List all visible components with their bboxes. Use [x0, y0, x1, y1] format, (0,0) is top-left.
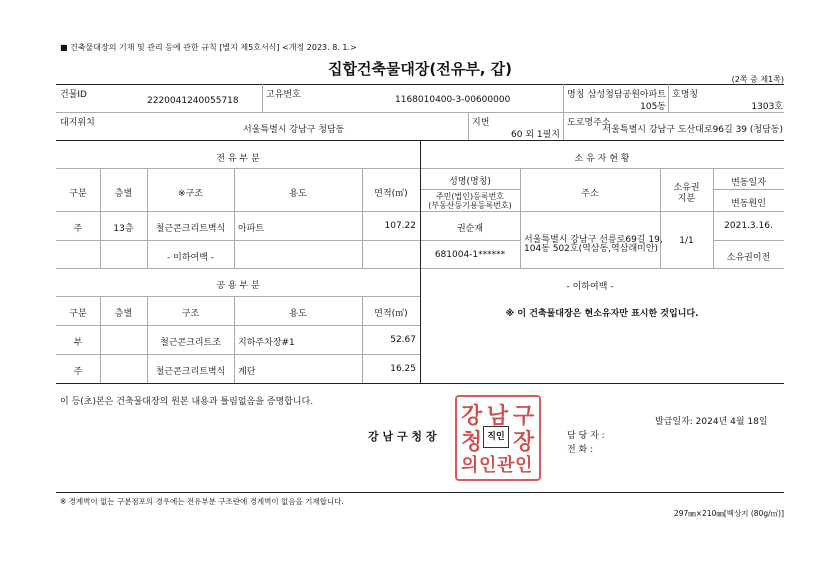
- ho-value: 1303호: [751, 102, 783, 112]
- ho-label: 호명칭: [672, 90, 699, 100]
- common-header-use: 용도: [289, 309, 307, 319]
- site-value: 서울특별시 강남구 청담동: [243, 125, 345, 135]
- building-id: 2220041240055718: [147, 96, 239, 106]
- certify-text: 이 등(초)본은 건축물대장의 원본 내용과 틀림없음을 증명합니다.: [60, 397, 314, 407]
- name-label: 명칭: [567, 90, 585, 100]
- unique-no-label: 고유번호: [266, 90, 301, 100]
- owner-regno: 681004-1******: [434, 250, 506, 260]
- building-id-label: 건물ID: [60, 90, 87, 100]
- lot-label: 지번: [472, 118, 490, 128]
- regulation-text: ■ 건축물대장의 기재 및 관리 등에 관한 규칙 [별지 제5호서식] <개정 2023. 8. 1.>: [60, 43, 357, 52]
- road-label: 도로명주소: [567, 118, 611, 128]
- official-seal-icon: 강 남 구 청 장 의 인 관 인: [455, 395, 541, 481]
- owner-header-regno-sub: (부동산등기용등록번호): [428, 201, 512, 210]
- unique-no: 1168010400-3-00600000: [395, 95, 511, 105]
- paper-spec: 297㎜×210㎜[백상지 (80g/㎡)]: [673, 509, 784, 518]
- document-title: 집합건축물대장(전유부, 갑): [327, 60, 513, 78]
- owner-end-text: - 이하여백 -: [566, 282, 614, 292]
- common-row-type: 주: [73, 367, 83, 377]
- road-value: 서울특별시 강남구 도산대로96길 39 (청담동): [602, 125, 783, 135]
- owner-share: 1/1: [679, 236, 694, 246]
- page-indicator: (2쪽 중 제1쪽): [731, 75, 784, 84]
- issuing-office: 강 남 구 청 장: [368, 430, 437, 443]
- owner-section-title: 소 유 자 현 황: [574, 154, 630, 164]
- common-header-area: 면적(㎡): [374, 309, 408, 319]
- clerk-label: 담 당 자 :: [567, 431, 605, 441]
- common-row-structure: 철근콘크리트벽식: [155, 367, 226, 377]
- owner-name: 권순재: [456, 224, 484, 234]
- exclusive-row-type: 주: [73, 224, 83, 234]
- owner-header-address: 주소: [581, 189, 599, 199]
- owner-header-share-sub: 지분: [677, 194, 696, 204]
- owner-change-reason: 소유권이전: [726, 253, 771, 263]
- common-header-structure: 구조: [181, 309, 200, 319]
- owner-change-date: 2021.3.16.: [724, 221, 773, 231]
- common-row-structure: 철근콘크리트조: [160, 338, 221, 348]
- exclusive-end-text: - 이하여백 -: [167, 253, 214, 263]
- exclusive-header-structure: ※구조: [178, 189, 203, 199]
- common-row-use: 계단: [238, 367, 256, 377]
- owner-address-line1: 서울특별시 강남구 선릉로69길 19,: [524, 235, 663, 245]
- owner-header-change-date: 변동일자: [731, 178, 766, 188]
- issue-date: 발급일자: 2024년 4월 18일: [655, 417, 768, 427]
- exclusive-header-use: 용도: [289, 189, 307, 199]
- exclusive-header-floor: 층별: [114, 189, 133, 199]
- owner-notice: ※ 이 건축물대장은 현소유자만 표시한 것입니다.: [505, 309, 699, 319]
- exclusive-header-area: 면적(㎡): [374, 189, 408, 199]
- common-row-area: 52.67: [390, 335, 416, 345]
- common-section-title: 공 용 부 분: [216, 281, 260, 291]
- exclusive-row-floor: 13층: [113, 224, 134, 234]
- common-row-use: 지하주차장#1: [238, 338, 295, 348]
- exclusive-row-area: 107.22: [384, 221, 416, 231]
- owner-header-name: 성명(명칭): [449, 177, 491, 187]
- building-name: 삼성청담공원아파트: [587, 90, 666, 100]
- exclusive-row-structure: 철근콘크리트벽식: [155, 224, 226, 234]
- common-header-type: 구분: [69, 309, 87, 319]
- lot-value: 60 외 1필지: [511, 130, 560, 140]
- common-row-type: 부: [73, 338, 83, 348]
- common-row-area: 16.25: [390, 364, 416, 374]
- owner-header-regno: 주민(법인)등록번호: [435, 192, 505, 201]
- seal-box: 직인: [483, 426, 509, 448]
- bottom-note: ※ 경계벽이 없는 구분점포의 경우에는 전유부분 구조란에 경계벽이 없음을 기재합니다.: [60, 497, 344, 506]
- exclusive-section-title: 전 유 부 분: [216, 154, 260, 164]
- owner-header-change-reason: 변동원인: [731, 199, 766, 209]
- building-dong: 105동: [640, 102, 666, 112]
- exclusive-header-type: 구분: [69, 189, 87, 199]
- site-label: 대지위치: [60, 118, 95, 128]
- owner-header-share: 소유권: [673, 183, 700, 193]
- phone-label: 전 화 :: [567, 445, 594, 455]
- common-header-floor: 층별: [114, 309, 133, 319]
- owner-address-line2: 104동 502호(역삼동,역삼래미안): [524, 244, 659, 254]
- exclusive-row-use: 아파트: [238, 224, 265, 234]
